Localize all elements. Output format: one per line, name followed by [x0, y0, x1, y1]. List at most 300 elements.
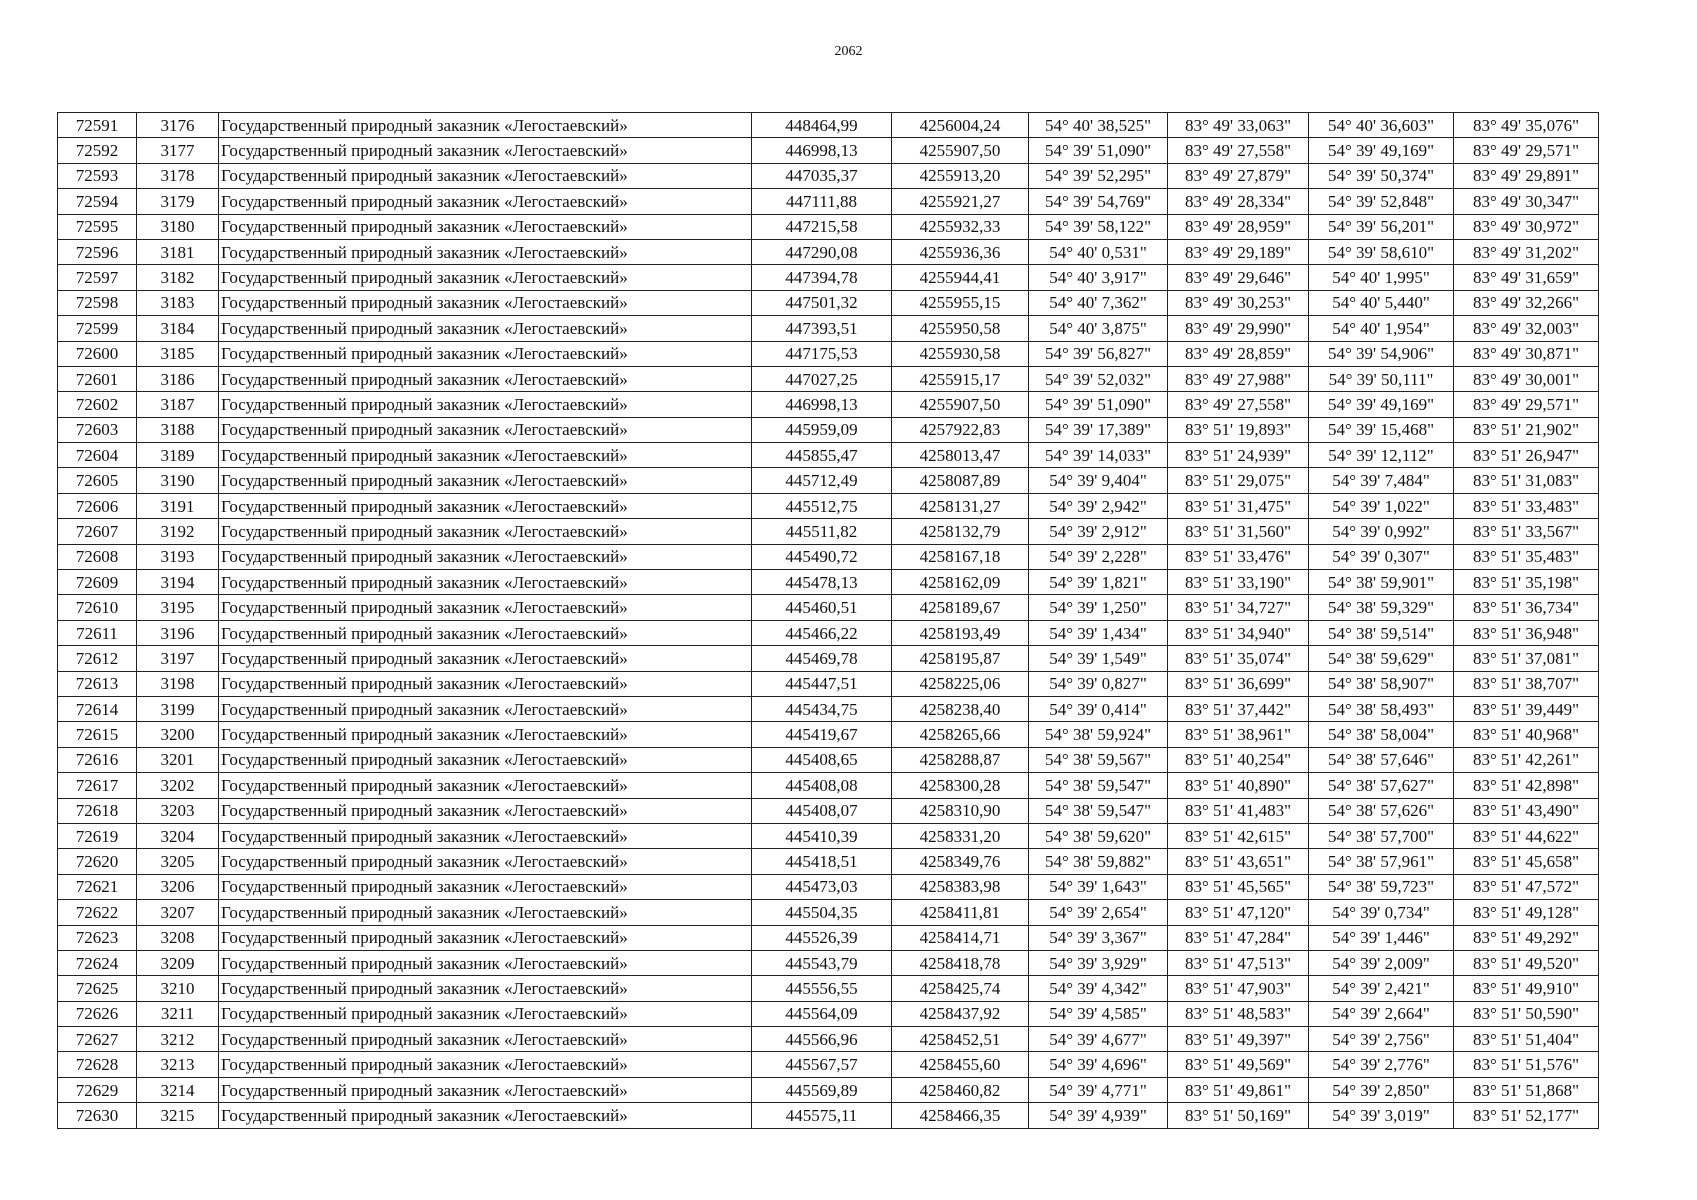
x-coordinate-cell: 445504,35: [752, 900, 892, 925]
x-coordinate-cell: 445575,11: [752, 1103, 892, 1128]
longitude-2-cell: 83° 51' 39,449": [1454, 696, 1599, 721]
table-row: [58, 696, 1599, 721]
row-number-cell: 72629: [58, 1077, 137, 1102]
point-number-cell: 3214: [137, 1077, 219, 1102]
latitude-1-cell: 54° 40' 38,525": [1029, 113, 1168, 138]
longitude-1-cell: 83° 51' 34,727": [1168, 595, 1309, 620]
y-coordinate-cell: 4258189,67: [892, 595, 1029, 620]
y-coordinate-cell: 4257922,83: [892, 417, 1029, 442]
latitude-2-cell: 54° 38' 59,901": [1309, 570, 1454, 595]
object-name-cell: Государственный природный заказник «Легостаевский»: [219, 138, 752, 163]
latitude-1-cell: 54° 39' 52,295": [1029, 163, 1168, 188]
x-coordinate-cell: 445447,51: [752, 671, 892, 696]
latitude-1-cell: 54° 40' 0,531": [1029, 239, 1168, 264]
point-number-cell: 3208: [137, 925, 219, 950]
x-coordinate-cell: 445564,09: [752, 1001, 892, 1026]
latitude-2-cell: 54° 39' 0,992": [1309, 519, 1454, 544]
point-number-cell: 3194: [137, 570, 219, 595]
latitude-1-cell: 54° 39' 3,367": [1029, 925, 1168, 950]
longitude-1-cell: 83° 51' 31,560": [1168, 519, 1309, 544]
x-coordinate-cell: 447290,08: [752, 239, 892, 264]
latitude-1-cell: 54° 39' 1,549": [1029, 646, 1168, 671]
table-row: [58, 113, 1599, 138]
longitude-1-cell: 83° 51' 29,075": [1168, 468, 1309, 493]
longitude-2-cell: 83° 51' 51,868": [1454, 1077, 1599, 1102]
y-coordinate-cell: 4258437,92: [892, 1001, 1029, 1026]
latitude-2-cell: 54° 38' 58,493": [1309, 696, 1454, 721]
y-coordinate-cell: 4258087,89: [892, 468, 1029, 493]
longitude-1-cell: 83° 49' 29,646": [1168, 265, 1309, 290]
longitude-2-cell: 83° 51' 33,483": [1454, 493, 1599, 518]
point-number-cell: 3200: [137, 722, 219, 747]
object-name-cell: Государственный природный заказник «Легостаевский»: [219, 544, 752, 569]
table-row: [58, 620, 1599, 645]
y-coordinate-cell: 4258383,98: [892, 874, 1029, 899]
object-name-cell: Государственный природный заказник «Легостаевский»: [219, 1001, 752, 1026]
latitude-2-cell: 54° 39' 1,446": [1309, 925, 1454, 950]
row-number-cell: 72609: [58, 570, 137, 595]
table-row: [58, 316, 1599, 341]
y-coordinate-cell: 4258132,79: [892, 519, 1029, 544]
x-coordinate-cell: 446998,13: [752, 392, 892, 417]
y-coordinate-cell: 4258265,66: [892, 722, 1029, 747]
latitude-1-cell: 54° 39' 1,643": [1029, 874, 1168, 899]
row-number-cell: 72616: [58, 747, 137, 772]
point-number-cell: 3195: [137, 595, 219, 620]
row-number-cell: 72608: [58, 544, 137, 569]
table-row: [58, 671, 1599, 696]
latitude-2-cell: 54° 39' 7,484": [1309, 468, 1454, 493]
latitude-1-cell: 54° 39' 14,033": [1029, 443, 1168, 468]
longitude-2-cell: 83° 49' 29,891": [1454, 163, 1599, 188]
table-row: [58, 976, 1599, 1001]
longitude-2-cell: 83° 49' 35,076": [1454, 113, 1599, 138]
point-number-cell: 3213: [137, 1052, 219, 1077]
row-number-cell: 72613: [58, 671, 137, 696]
row-number-cell: 72630: [58, 1103, 137, 1128]
latitude-2-cell: 54° 39' 0,734": [1309, 900, 1454, 925]
x-coordinate-cell: 445543,79: [752, 950, 892, 975]
x-coordinate-cell: 447035,37: [752, 163, 892, 188]
table-row: [58, 214, 1599, 239]
longitude-1-cell: 83° 49' 28,334": [1168, 189, 1309, 214]
latitude-2-cell: 54° 39' 49,169": [1309, 138, 1454, 163]
point-number-cell: 3188: [137, 417, 219, 442]
x-coordinate-cell: 445526,39: [752, 925, 892, 950]
longitude-2-cell: 83° 51' 35,198": [1454, 570, 1599, 595]
row-number-cell: 72622: [58, 900, 137, 925]
latitude-2-cell: 54° 39' 2,756": [1309, 1027, 1454, 1052]
point-number-cell: 3215: [137, 1103, 219, 1128]
row-number-cell: 72603: [58, 417, 137, 442]
object-name-cell: Государственный природный заказник «Легостаевский»: [219, 696, 752, 721]
table-row: [58, 417, 1599, 442]
latitude-1-cell: 54° 39' 2,942": [1029, 493, 1168, 518]
table-row: [58, 570, 1599, 595]
point-number-cell: 3193: [137, 544, 219, 569]
latitude-1-cell: 54° 40' 3,875": [1029, 316, 1168, 341]
object-name-cell: Государственный природный заказник «Легостаевский»: [219, 265, 752, 290]
x-coordinate-cell: 445490,72: [752, 544, 892, 569]
longitude-1-cell: 83° 51' 37,442": [1168, 696, 1309, 721]
point-number-cell: 3177: [137, 138, 219, 163]
x-coordinate-cell: 445712,49: [752, 468, 892, 493]
row-number-cell: 72602: [58, 392, 137, 417]
table-row: [58, 265, 1599, 290]
object-name-cell: Государственный природный заказник «Легостаевский»: [219, 595, 752, 620]
page-number: 2062: [834, 44, 863, 59]
row-number-cell: 72593: [58, 163, 137, 188]
x-coordinate-cell: 445469,78: [752, 646, 892, 671]
object-name-cell: Государственный природный заказник «Легостаевский»: [219, 849, 752, 874]
table-row: [58, 646, 1599, 671]
longitude-2-cell: 83° 49' 30,871": [1454, 341, 1599, 366]
longitude-1-cell: 83° 51' 36,699": [1168, 671, 1309, 696]
y-coordinate-cell: 4258300,28: [892, 773, 1029, 798]
longitude-1-cell: 83° 51' 19,893": [1168, 417, 1309, 442]
longitude-2-cell: 83° 51' 42,898": [1454, 773, 1599, 798]
x-coordinate-cell: 445473,03: [752, 874, 892, 899]
latitude-2-cell: 54° 39' 2,664": [1309, 1001, 1454, 1026]
point-number-cell: 3186: [137, 366, 219, 391]
row-number-cell: 72625: [58, 976, 137, 1001]
row-number-cell: 72598: [58, 290, 137, 315]
longitude-1-cell: 83° 49' 28,859": [1168, 341, 1309, 366]
table-row: [58, 493, 1599, 518]
y-coordinate-cell: 4255955,15: [892, 290, 1029, 315]
longitude-2-cell: 83° 51' 42,261": [1454, 747, 1599, 772]
table-row: [58, 595, 1599, 620]
table-row: [58, 874, 1599, 899]
x-coordinate-cell: 445511,82: [752, 519, 892, 544]
row-number-cell: 72621: [58, 874, 137, 899]
object-name-cell: Государственный природный заказник «Легостаевский»: [219, 722, 752, 747]
longitude-2-cell: 83° 49' 29,571": [1454, 138, 1599, 163]
table-row: [58, 290, 1599, 315]
latitude-1-cell: 54° 39' 0,414": [1029, 696, 1168, 721]
y-coordinate-cell: 4255921,27: [892, 189, 1029, 214]
table-row: [58, 544, 1599, 569]
x-coordinate-cell: 448464,99: [752, 113, 892, 138]
object-name-cell: Государственный природный заказник «Легостаевский»: [219, 976, 752, 1001]
longitude-1-cell: 83° 51' 49,861": [1168, 1077, 1309, 1102]
longitude-1-cell: 83° 51' 33,476": [1168, 544, 1309, 569]
longitude-1-cell: 83° 51' 31,475": [1168, 493, 1309, 518]
x-coordinate-cell: 445408,07: [752, 798, 892, 823]
longitude-2-cell: 83° 51' 49,910": [1454, 976, 1599, 1001]
longitude-2-cell: 83° 51' 31,083": [1454, 468, 1599, 493]
longitude-1-cell: 83° 51' 45,565": [1168, 874, 1309, 899]
x-coordinate-cell: 446998,13: [752, 138, 892, 163]
object-name-cell: Государственный природный заказник «Легостаевский»: [219, 443, 752, 468]
y-coordinate-cell: 4255944,41: [892, 265, 1029, 290]
object-name-cell: Государственный природный заказник «Легостаевский»: [219, 671, 752, 696]
table-row: [58, 900, 1599, 925]
x-coordinate-cell: 445478,13: [752, 570, 892, 595]
latitude-1-cell: 54° 39' 4,771": [1029, 1077, 1168, 1102]
y-coordinate-cell: 4258455,60: [892, 1052, 1029, 1077]
row-number-cell: 72591: [58, 113, 137, 138]
object-name-cell: Государственный природный заказник «Легостаевский»: [219, 417, 752, 442]
latitude-1-cell: 54° 39' 4,939": [1029, 1103, 1168, 1128]
longitude-2-cell: 83° 49' 30,001": [1454, 366, 1599, 391]
latitude-2-cell: 54° 39' 1,022": [1309, 493, 1454, 518]
longitude-2-cell: 83° 49' 30,972": [1454, 214, 1599, 239]
object-name-cell: Государственный природный заказник «Легостаевский»: [219, 874, 752, 899]
latitude-1-cell: 54° 39' 58,122": [1029, 214, 1168, 239]
latitude-2-cell: 54° 38' 59,329": [1309, 595, 1454, 620]
row-number-cell: 72601: [58, 366, 137, 391]
longitude-1-cell: 83° 51' 41,483": [1168, 798, 1309, 823]
row-number-cell: 72599: [58, 316, 137, 341]
latitude-1-cell: 54° 39' 56,827": [1029, 341, 1168, 366]
x-coordinate-cell: 447393,51: [752, 316, 892, 341]
point-number-cell: 3199: [137, 696, 219, 721]
longitude-2-cell: 83° 51' 49,520": [1454, 950, 1599, 975]
row-number-cell: 72617: [58, 773, 137, 798]
longitude-1-cell: 83° 51' 48,583": [1168, 1001, 1309, 1026]
longitude-1-cell: 83° 49' 27,879": [1168, 163, 1309, 188]
latitude-2-cell: 54° 40' 5,440": [1309, 290, 1454, 315]
y-coordinate-cell: 4255907,50: [892, 392, 1029, 417]
table-row: [58, 1052, 1599, 1077]
table-row: [58, 747, 1599, 772]
object-name-cell: Государственный природный заказник «Легостаевский»: [219, 1052, 752, 1077]
point-number-cell: 3181: [137, 239, 219, 264]
row-number-cell: 72597: [58, 265, 137, 290]
object-name-cell: Государственный природный заказник «Легостаевский»: [219, 900, 752, 925]
longitude-2-cell: 83° 51' 36,734": [1454, 595, 1599, 620]
point-number-cell: 3211: [137, 1001, 219, 1026]
y-coordinate-cell: 4255913,20: [892, 163, 1029, 188]
latitude-1-cell: 54° 38' 59,882": [1029, 849, 1168, 874]
x-coordinate-cell: 445408,65: [752, 747, 892, 772]
table-row: [58, 849, 1599, 874]
object-name-cell: Государственный природный заказник «Легостаевский»: [219, 773, 752, 798]
latitude-1-cell: 54° 38' 59,547": [1029, 798, 1168, 823]
latitude-2-cell: 54° 39' 54,906": [1309, 341, 1454, 366]
point-number-cell: 3189: [137, 443, 219, 468]
y-coordinate-cell: 4258310,90: [892, 798, 1029, 823]
point-number-cell: 3206: [137, 874, 219, 899]
point-number-cell: 3176: [137, 113, 219, 138]
longitude-1-cell: 83° 51' 24,939": [1168, 443, 1309, 468]
point-number-cell: 3178: [137, 163, 219, 188]
object-name-cell: Государственный природный заказник «Легостаевский»: [219, 823, 752, 848]
longitude-2-cell: 83° 49' 31,202": [1454, 239, 1599, 264]
y-coordinate-cell: 4258195,87: [892, 646, 1029, 671]
y-coordinate-cell: 4258349,76: [892, 849, 1029, 874]
x-coordinate-cell: 445418,51: [752, 849, 892, 874]
latitude-2-cell: 54° 38' 59,723": [1309, 874, 1454, 899]
x-coordinate-cell: 445959,09: [752, 417, 892, 442]
y-coordinate-cell: 4258013,47: [892, 443, 1029, 468]
table-row: [58, 722, 1599, 747]
point-number-cell: 3198: [137, 671, 219, 696]
latitude-2-cell: 54° 39' 2,850": [1309, 1077, 1454, 1102]
point-number-cell: 3201: [137, 747, 219, 772]
latitude-1-cell: 54° 39' 1,434": [1029, 620, 1168, 645]
y-coordinate-cell: 4258466,35: [892, 1103, 1029, 1128]
y-coordinate-cell: 4256004,24: [892, 113, 1029, 138]
x-coordinate-cell: 445419,67: [752, 722, 892, 747]
y-coordinate-cell: 4258131,27: [892, 493, 1029, 518]
latitude-1-cell: 54° 38' 59,924": [1029, 722, 1168, 747]
table-row: [58, 1103, 1599, 1128]
longitude-1-cell: 83° 51' 42,615": [1168, 823, 1309, 848]
latitude-2-cell: 54° 38' 59,629": [1309, 646, 1454, 671]
longitude-2-cell: 83° 49' 32,266": [1454, 290, 1599, 315]
longitude-2-cell: 83° 51' 51,404": [1454, 1027, 1599, 1052]
longitude-1-cell: 83° 51' 47,284": [1168, 925, 1309, 950]
latitude-2-cell: 54° 39' 50,374": [1309, 163, 1454, 188]
longitude-2-cell: 83° 49' 31,659": [1454, 265, 1599, 290]
object-name-cell: Государственный природный заказник «Легостаевский»: [219, 798, 752, 823]
row-number-cell: 72604: [58, 443, 137, 468]
point-number-cell: 3180: [137, 214, 219, 239]
y-coordinate-cell: 4258193,49: [892, 620, 1029, 645]
longitude-2-cell: 83° 51' 52,177": [1454, 1103, 1599, 1128]
longitude-2-cell: 83° 51' 49,128": [1454, 900, 1599, 925]
object-name-cell: Государственный природный заказник «Легостаевский»: [219, 189, 752, 214]
latitude-2-cell: 54° 40' 1,954": [1309, 316, 1454, 341]
latitude-2-cell: 54° 38' 59,514": [1309, 620, 1454, 645]
y-coordinate-cell: 4258238,40: [892, 696, 1029, 721]
latitude-2-cell: 54° 38' 57,646": [1309, 747, 1454, 772]
latitude-2-cell: 54° 38' 57,627": [1309, 773, 1454, 798]
longitude-2-cell: 83° 51' 40,968": [1454, 722, 1599, 747]
row-number-cell: 72611: [58, 620, 137, 645]
table-row: [58, 392, 1599, 417]
latitude-1-cell: 54° 38' 59,547": [1029, 773, 1168, 798]
longitude-1-cell: 83° 51' 47,903": [1168, 976, 1309, 1001]
row-number-cell: 72628: [58, 1052, 137, 1077]
y-coordinate-cell: 4255936,36: [892, 239, 1029, 264]
latitude-1-cell: 54° 39' 2,228": [1029, 544, 1168, 569]
y-coordinate-cell: 4255907,50: [892, 138, 1029, 163]
latitude-1-cell: 54° 39' 51,090": [1029, 138, 1168, 163]
point-number-cell: 3185: [137, 341, 219, 366]
longitude-1-cell: 83° 49' 28,959": [1168, 214, 1309, 239]
x-coordinate-cell: 445466,22: [752, 620, 892, 645]
latitude-2-cell: 54° 39' 49,169": [1309, 392, 1454, 417]
longitude-1-cell: 83° 51' 49,569": [1168, 1052, 1309, 1077]
table-body: [58, 113, 1599, 1129]
table-row: [58, 189, 1599, 214]
row-number-cell: 72627: [58, 1027, 137, 1052]
y-coordinate-cell: 4258167,18: [892, 544, 1029, 569]
x-coordinate-cell: 445460,51: [752, 595, 892, 620]
longitude-1-cell: 83° 49' 27,988": [1168, 366, 1309, 391]
longitude-1-cell: 83° 51' 40,254": [1168, 747, 1309, 772]
longitude-1-cell: 83° 51' 47,120": [1168, 900, 1309, 925]
point-number-cell: 3182: [137, 265, 219, 290]
longitude-2-cell: 83° 51' 50,590": [1454, 1001, 1599, 1026]
table-row: [58, 1077, 1599, 1102]
table-row: [58, 925, 1599, 950]
y-coordinate-cell: 4258414,71: [892, 925, 1029, 950]
longitude-2-cell: 83° 51' 47,572": [1454, 874, 1599, 899]
row-number-cell: 72620: [58, 849, 137, 874]
latitude-1-cell: 54° 39' 2,654": [1029, 900, 1168, 925]
y-coordinate-cell: 4258225,06: [892, 671, 1029, 696]
latitude-2-cell: 54° 38' 57,626": [1309, 798, 1454, 823]
object-name-cell: Государственный природный заказник «Легостаевский»: [219, 341, 752, 366]
latitude-1-cell: 54° 39' 4,585": [1029, 1001, 1168, 1026]
row-number-cell: 72615: [58, 722, 137, 747]
table-row: [58, 341, 1599, 366]
object-name-cell: Государственный природный заказник «Легостаевский»: [219, 392, 752, 417]
object-name-cell: Государственный природный заказник «Легостаевский»: [219, 950, 752, 975]
object-name-cell: Государственный природный заказник «Легостаевский»: [219, 519, 752, 544]
longitude-2-cell: 83° 51' 45,658": [1454, 849, 1599, 874]
object-name-cell: Государственный природный заказник «Легостаевский»: [219, 239, 752, 264]
point-number-cell: 3196: [137, 620, 219, 645]
object-name-cell: Государственный природный заказник «Легостаевский»: [219, 747, 752, 772]
latitude-2-cell: 54° 39' 15,468": [1309, 417, 1454, 442]
y-coordinate-cell: 4258418,78: [892, 950, 1029, 975]
x-coordinate-cell: 447111,88: [752, 189, 892, 214]
table-row: [58, 950, 1599, 975]
longitude-2-cell: 83° 51' 43,490": [1454, 798, 1599, 823]
longitude-2-cell: 83° 51' 36,948": [1454, 620, 1599, 645]
longitude-2-cell: 83° 51' 49,292": [1454, 925, 1599, 950]
object-name-cell: Государственный природный заказник «Легостаевский»: [219, 570, 752, 595]
row-number-cell: 72605: [58, 468, 137, 493]
x-coordinate-cell: 445410,39: [752, 823, 892, 848]
latitude-2-cell: 54° 39' 52,848": [1309, 189, 1454, 214]
longitude-1-cell: 83° 51' 43,651": [1168, 849, 1309, 874]
point-number-cell: 3190: [137, 468, 219, 493]
object-name-cell: Государственный природный заказник «Легостаевский»: [219, 646, 752, 671]
object-name-cell: Государственный природный заказник «Легостаевский»: [219, 366, 752, 391]
x-coordinate-cell: 445566,96: [752, 1027, 892, 1052]
point-number-cell: 3184: [137, 316, 219, 341]
y-coordinate-cell: 4258425,74: [892, 976, 1029, 1001]
table-row: [58, 138, 1599, 163]
x-coordinate-cell: 445556,55: [752, 976, 892, 1001]
object-name-cell: Государственный природный заказник «Легостаевский»: [219, 316, 752, 341]
longitude-2-cell: 83° 49' 29,571": [1454, 392, 1599, 417]
point-number-cell: 3191: [137, 493, 219, 518]
row-number-cell: 72626: [58, 1001, 137, 1026]
latitude-2-cell: 54° 39' 2,421": [1309, 976, 1454, 1001]
x-coordinate-cell: 447027,25: [752, 366, 892, 391]
latitude-1-cell: 54° 39' 1,821": [1029, 570, 1168, 595]
longitude-1-cell: 83° 51' 34,940": [1168, 620, 1309, 645]
y-coordinate-cell: 4258452,51: [892, 1027, 1029, 1052]
x-coordinate-cell: 447175,53: [752, 341, 892, 366]
longitude-1-cell: 83° 49' 33,063": [1168, 113, 1309, 138]
row-number-cell: 72596: [58, 239, 137, 264]
longitude-2-cell: 83° 49' 32,003": [1454, 316, 1599, 341]
latitude-1-cell: 54° 40' 3,917": [1029, 265, 1168, 290]
row-number-cell: 72595: [58, 214, 137, 239]
latitude-2-cell: 54° 39' 12,112": [1309, 443, 1454, 468]
row-number-cell: 72606: [58, 493, 137, 518]
table-row: [58, 239, 1599, 264]
table-row: [58, 1001, 1599, 1026]
table-row: [58, 773, 1599, 798]
latitude-1-cell: 54° 39' 4,342": [1029, 976, 1168, 1001]
latitude-2-cell: 54° 38' 58,004": [1309, 722, 1454, 747]
point-number-cell: 3197: [137, 646, 219, 671]
row-number-cell: 72607: [58, 519, 137, 544]
table-row: [58, 443, 1599, 468]
object-name-cell: Государственный природный заказник «Легостаевский»: [219, 620, 752, 645]
table-row: [58, 519, 1599, 544]
y-coordinate-cell: 4258331,20: [892, 823, 1029, 848]
